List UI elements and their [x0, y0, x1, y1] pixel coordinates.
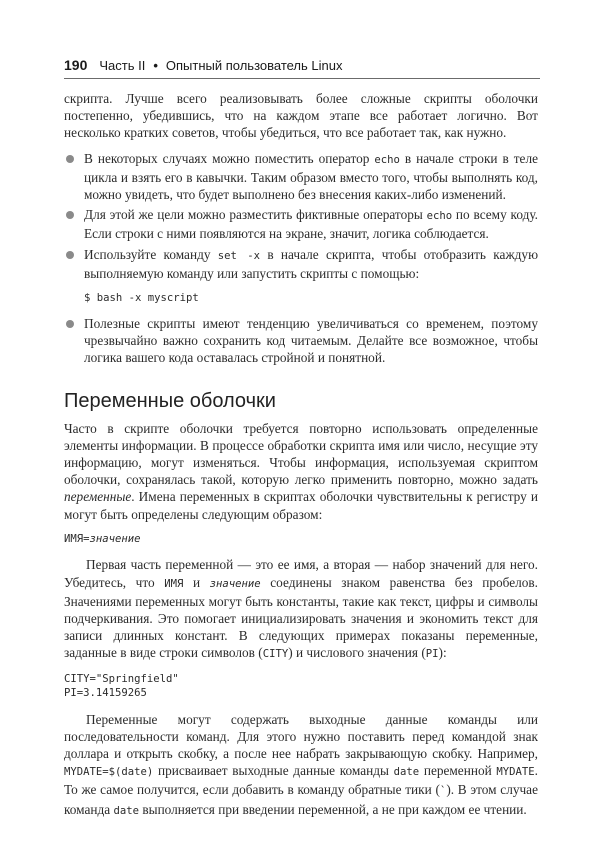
- text-run: Часто в скрипте оболочки требуется повторно использовать определенные элементы информации. В процессе обработки скрипта имя или число, несущие эту информацию, могут изменяться. Чтобы информация, используемая скриптом оболочки, сохранялась такой, которую легко применить повторно, можно задать: [64, 420, 538, 488]
- text-run: в начале скрипта, чтобы отобразить каждую выполняемую команду или запустить скрипты с помощью:: [84, 246, 538, 281]
- inline-code: PI: [425, 648, 439, 661]
- tip-item: [64, 246, 538, 306]
- bullet-icon: [66, 251, 74, 259]
- bullet-icon: [66, 211, 74, 219]
- inline-code: `: [439, 785, 447, 798]
- part-title: Опытный пользователь Linux: [165, 58, 343, 73]
- running-header: [64, 57, 540, 73]
- text-run: присваивает выходные данные команды: [153, 763, 394, 779]
- inline-code: CITY: [262, 648, 289, 661]
- inline-code: MYDATE=$(date): [64, 766, 154, 779]
- inline-code-placeholder: значение: [89, 532, 141, 545]
- inline-code: echo: [426, 210, 453, 223]
- text-run: переменной: [419, 763, 497, 779]
- text-run: по всему коду. Если строки с ними появляются на экране, значит, логика соблюдается.: [84, 207, 538, 242]
- text-run: в начале строки в теле цикла и взять его в кавычки. Таким образом вместо того, чтобы выполнять код, можно увидеть, что будет выполнено без внесения каких-либо изменений.: [84, 150, 538, 203]
- inline-code: date: [393, 766, 420, 779]
- tip-item: [64, 206, 538, 242]
- tip-item: [64, 150, 538, 204]
- inline-code: MYDATE: [496, 766, 535, 779]
- inline-code: ИМЯ: [164, 577, 184, 590]
- code-line-city: CITY="Springfield": [64, 672, 179, 685]
- paragraph-variable-parts: [64, 556, 538, 663]
- tip-text: [84, 207, 538, 241]
- text-run: ). В этом случае команда: [64, 782, 538, 817]
- paragraph-variables-intro: [64, 420, 538, 523]
- tip-text: [84, 151, 538, 202]
- page-body: [64, 90, 538, 820]
- code-example-bash: $ bash -x myscript: [84, 292, 199, 305]
- text-run: Для этой же цели можно разместить фиктивные операторы: [84, 207, 427, 223]
- page-number: 190: [64, 57, 88, 73]
- tip-item: [64, 315, 538, 367]
- text-run: соединены знаком равенства без пробелов. Значениями переменных могут быть константы, такие как текст, цифры и символы подчеркивания. Это помогает инициализировать значения и экономить текст для записи длинных констант. В следующих примерах показаны переменные, заданные в виде строки символов (: [64, 574, 539, 661]
- inline-code: ИМЯ=: [64, 532, 90, 545]
- inline-code-placeholder: значение: [209, 577, 261, 590]
- text-run: . Имена переменных в скриптах оболочки чувствительны к регистру и могут быть определены следующим образом:: [64, 489, 538, 522]
- tip-text: [84, 247, 538, 281]
- intro-paragraph: скрипта. Лучше всего реализовывать более сложные скрипты оболочки постепенно, убедившись, что на каждом этапе все работает логично. Вот несколько кратких советов, чтобы убедиться, что все работает так, как нужно.: [64, 91, 538, 141]
- bullet-icon: [66, 320, 74, 328]
- syntax-line: [64, 531, 538, 547]
- emphasized-term: переменные: [64, 489, 132, 505]
- inline-code: set -x: [217, 249, 261, 262]
- text-run: Полезные скрипты имеют тенденцию увеличиваться со временем, поэтому чрезвычайно важно сохранить код читаемым. Делайте все возможное, чтобы логика вашего кода оставалась стройной и понятной.: [84, 316, 538, 366]
- header-rule: [64, 78, 540, 79]
- paragraph-command-output: [64, 711, 538, 820]
- text-run: Переменные могут содержать выходные данные команды или последовательности команд. Для этого нужно поставить перед командой знак доллара и открыть скобку, а после нее набрать закрывающую скобку. Например,: [64, 711, 538, 761]
- inline-code: echo: [374, 153, 400, 166]
- part-label: Часть II: [99, 58, 146, 73]
- text-run: ) и числового значения (: [288, 645, 426, 661]
- header-separator: •: [153, 58, 158, 73]
- text-run: Используйте команду: [84, 246, 218, 262]
- text-run: выполняется при введении переменной, а не при каждом ее чтении.: [139, 801, 527, 817]
- text-run: ):: [438, 645, 447, 661]
- text-run: В некоторых случаях можно поместить оператор: [84, 150, 375, 166]
- code-examples: [64, 672, 538, 701]
- tips-list: [64, 150, 538, 367]
- inline-code: date: [113, 804, 140, 817]
- text-run: Первая часть переменной — это ее имя, а вторая — набор значений для него. Убедитесь, что: [64, 557, 538, 590]
- text-run: . То же самое получится, если добавить в команду обратные тики (: [64, 763, 538, 798]
- section-heading: Переменные оболочки: [64, 389, 276, 412]
- tip-text: [84, 316, 538, 365]
- text-run: и: [183, 574, 210, 590]
- code-line-pi: PI=3.14159265: [64, 687, 147, 700]
- bullet-icon: [66, 155, 74, 163]
